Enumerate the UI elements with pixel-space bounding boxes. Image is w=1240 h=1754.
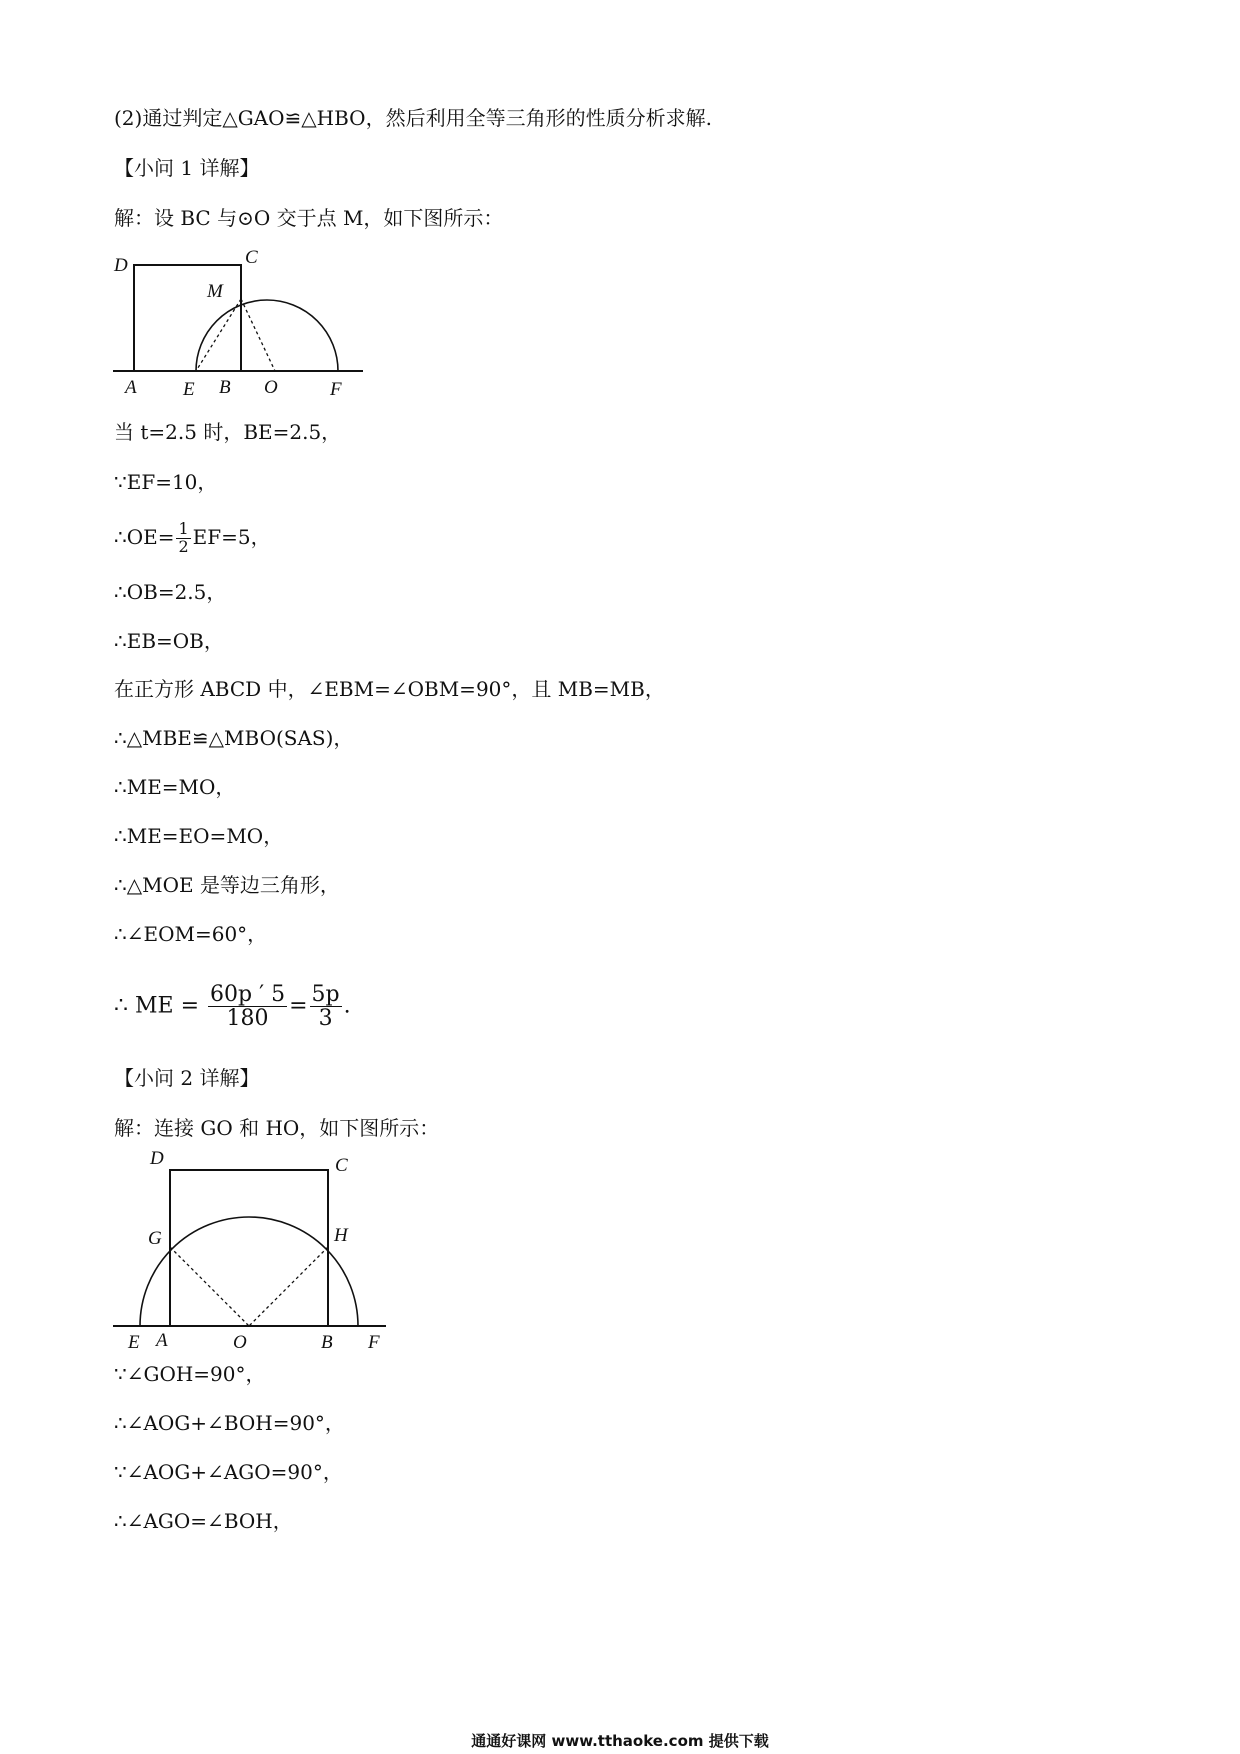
s2-line-1: ∵∠GOH=90°， [114, 1362, 266, 1386]
fig2-square [170, 1170, 328, 1326]
sub2-header: 【小问 2 详解】 [114, 1066, 260, 1090]
fig2-label-e: E [128, 1332, 140, 1353]
fig2-label-f: F [368, 1332, 380, 1353]
s1-line-3 [114, 521, 271, 556]
s1-line-12-pre: ∴ ME = [114, 993, 200, 1019]
fig2-label-h: H [334, 1225, 348, 1246]
half-fraction [176, 521, 190, 556]
s2-line-2: ∴∠AOG+∠BOH=90°， [114, 1411, 345, 1435]
fig1-segment-me [196, 299, 241, 371]
intro-line: (2)通过判定△GAO≌△HBO，然后利用全等三角形的性质分析求解. [114, 106, 712, 130]
fig1-square [134, 265, 241, 371]
fig1-label-f: F [330, 379, 342, 398]
s1-line-4: ∴OB=2.5， [114, 580, 227, 604]
fig2-label-g: G [148, 1228, 162, 1249]
fig1-label-b: B [219, 377, 231, 398]
fig2-label-o: O [233, 1332, 247, 1353]
fig1-label-e: E [183, 379, 195, 398]
s1-line-6: 在正方形 ABCD 中，∠EBM=∠OBM=90°，且 MB=MB， [114, 677, 665, 701]
s1-line-12-eq: = [289, 993, 308, 1019]
half-numerator: 1 [178, 519, 189, 538]
figure-2-diagram [108, 1145, 398, 1360]
arc-length-result-fraction [310, 983, 342, 1030]
s2-line-3: ∵∠AOG+∠AGO=90°， [114, 1460, 343, 1484]
arc-result-numerator: 5p [311, 982, 340, 1007]
arc-length-denominator: 180 [226, 1006, 269, 1032]
fig2-label-a: A [156, 1330, 168, 1351]
s2-line-4: ∴∠AGO=∠BOH， [114, 1509, 293, 1533]
sub2-intro: 解：连接 GO 和 HO，如下图所示： [114, 1116, 440, 1140]
fig1-semicircle [196, 300, 338, 371]
s1-line-5: ∴EB=OB， [114, 629, 224, 653]
sub1-intro: 解：设 BC 与⊙O 交于点 M，如下图所示： [114, 206, 504, 230]
fig2-label-d: D [150, 1148, 164, 1169]
s1-line-3-pre: ∴OE= [114, 524, 175, 549]
s1-line-3-post: EF=5， [192, 524, 271, 549]
s1-line-11: ∴∠EOM=60°， [114, 922, 268, 946]
fig2-semicircle [140, 1217, 358, 1326]
figure-1-diagram [108, 238, 378, 398]
s1-line-2: ∵EF=10， [114, 470, 218, 494]
s1-line-9: ∴ME=EO=MO， [114, 824, 284, 848]
fig2-label-b: B [321, 1332, 333, 1353]
arc-length-fraction [208, 983, 287, 1030]
fig2-label-c: C [335, 1155, 348, 1176]
arc-result-denominator: 3 [318, 1006, 333, 1032]
fig2-segment-ho [249, 1247, 328, 1326]
fig1-label-c: C [245, 247, 258, 268]
fig2-segment-go [170, 1247, 249, 1326]
fig1-segment-mo [241, 299, 275, 371]
s1-line-12-post: . [343, 993, 351, 1019]
fig1-label-d: D [114, 255, 128, 276]
fig1-label-a: A [125, 377, 137, 398]
fig1-label-m: M [207, 281, 223, 302]
sub1-header: 【小问 1 详解】 [114, 156, 260, 180]
arc-length-numerator: 60p ′ 5 [210, 982, 286, 1007]
s1-line-12 [114, 983, 351, 1030]
fig1-label-o: O [264, 377, 278, 398]
s1-line-7: ∴△MBE≌△MBO(SAS)， [114, 726, 354, 750]
s1-line-1: 当 t=2.5 时，BE=2.5， [114, 420, 342, 444]
s1-line-8: ∴ME=MO， [114, 775, 236, 799]
footer-text: 通通好课网 www.tthaoke.com 提供下载 [471, 1732, 769, 1750]
s1-line-10: ∴△MOE 是等边三角形， [114, 873, 340, 897]
half-denominator: 2 [178, 536, 189, 556]
